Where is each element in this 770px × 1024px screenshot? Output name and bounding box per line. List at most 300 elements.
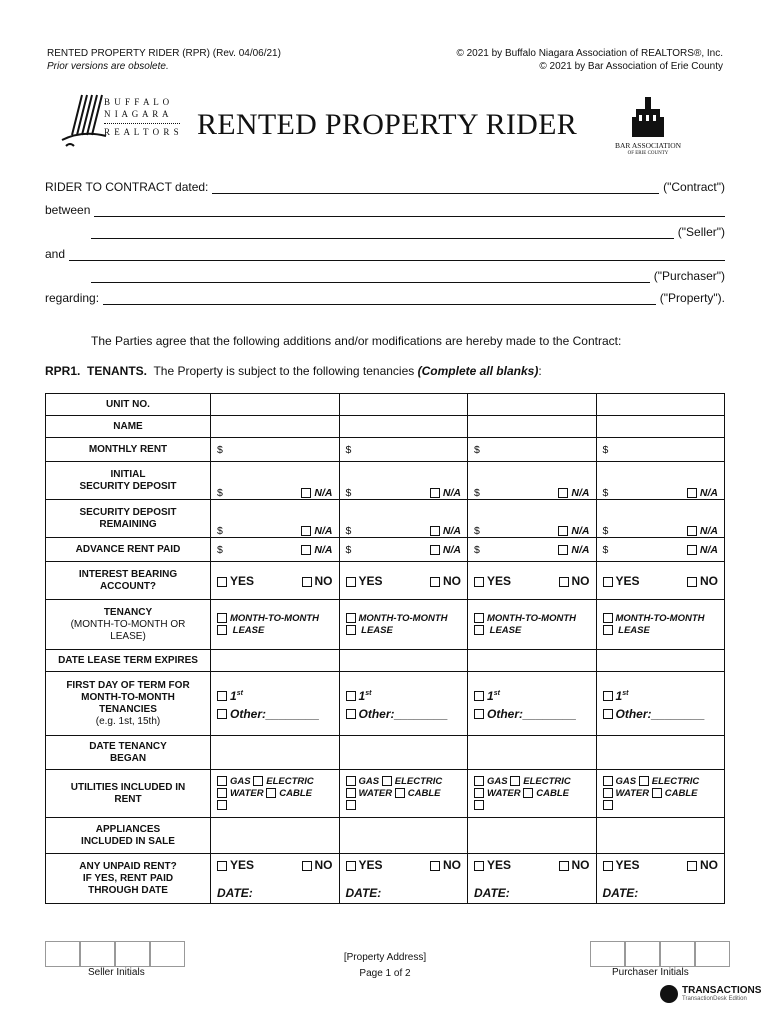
obsolete-note: Prior versions are obsolete. — [47, 61, 169, 72]
page-number: Page 1 of 2 — [359, 968, 411, 979]
na-option[interactable] — [430, 544, 461, 556]
row-label-line: THROUGH DATE — [88, 884, 168, 896]
water-label: WATER — [487, 787, 521, 799]
checkbox[interactable] — [558, 488, 568, 498]
other-option[interactable] — [474, 705, 590, 723]
checkbox[interactable] — [217, 691, 227, 701]
table-row — [46, 600, 725, 650]
na-option[interactable] — [301, 487, 332, 499]
row-label-line: APPLIANCES — [95, 823, 161, 835]
section-rpr1 — [45, 364, 542, 378]
checkbox[interactable] — [430, 488, 440, 498]
first-day-cell — [468, 672, 597, 736]
row-label — [46, 462, 211, 500]
seller-name-field-2[interactable] — [91, 226, 674, 239]
first-sup: st — [236, 689, 243, 697]
amount-na-cell[interactable] — [596, 500, 725, 538]
row-label — [46, 438, 211, 462]
amount-cell[interactable] — [339, 438, 468, 462]
unit-no-cell[interactable] — [211, 394, 340, 416]
first-label: 1 — [230, 688, 237, 703]
first-day-cell — [596, 672, 725, 736]
checkbox[interactable] — [217, 788, 227, 798]
row-label-line: TENANCIES — [99, 703, 157, 715]
checkbox[interactable] — [474, 709, 484, 719]
first-sup: st — [365, 689, 372, 697]
month-to-month-option[interactable] — [603, 613, 719, 625]
checkbox[interactable] — [603, 625, 613, 635]
table-row — [46, 538, 725, 562]
checkbox[interactable] — [603, 613, 613, 623]
lease-expires-cell[interactable] — [468, 650, 597, 672]
checkbox[interactable] — [639, 776, 649, 786]
yes-label: YES — [230, 857, 255, 872]
document-title: RENTED PROPERTY RIDER — [197, 108, 578, 141]
yes-no-cell — [468, 562, 597, 600]
other-option[interactable] — [217, 705, 333, 723]
yes-option[interactable] — [217, 574, 254, 588]
regarding-row — [45, 291, 725, 305]
no-option[interactable] — [302, 858, 333, 872]
yes-label: YES — [487, 857, 512, 872]
no-option[interactable] — [687, 858, 718, 872]
lease-option[interactable] — [474, 625, 590, 637]
water-label: WATER — [615, 787, 650, 799]
checkbox[interactable] — [217, 800, 227, 810]
row-label-line: FIRST DAY OF TERM FOR — [66, 679, 190, 691]
dollar-sign: $ — [345, 443, 352, 456]
name-cell[interactable] — [339, 416, 468, 438]
dollar-sign: $ — [474, 487, 480, 499]
appliances-cell[interactable] — [211, 818, 340, 854]
checkbox[interactable] — [687, 526, 697, 536]
checkbox[interactable] — [430, 577, 440, 587]
utilities-cell — [468, 770, 597, 818]
first-label: 1 — [358, 688, 366, 703]
yes-label: YES — [615, 857, 640, 872]
first-option[interactable] — [346, 685, 462, 705]
utilities-cell — [339, 770, 468, 818]
checkbox[interactable] — [217, 861, 227, 871]
row-label — [46, 416, 211, 438]
month-to-month-label: MONTH-TO-MONTH — [230, 612, 320, 624]
logo-text-buffalo: B U F F A L O — [104, 97, 171, 107]
gas-label: GAS — [487, 775, 508, 787]
row-label — [46, 500, 211, 538]
na-option[interactable] — [687, 525, 718, 537]
other-label: Other:________ — [487, 706, 577, 721]
yes-option[interactable] — [217, 858, 254, 872]
between-row — [45, 203, 725, 217]
row-label-line: (e.g. 1st, 15th) — [95, 715, 161, 727]
footer-center — [0, 950, 770, 982]
checkbox[interactable] — [217, 613, 227, 623]
checkbox[interactable] — [217, 776, 227, 786]
seller-suffix: ("Seller") — [677, 225, 725, 239]
gas-label: GAS — [358, 775, 380, 787]
checkbox[interactable] — [474, 625, 484, 635]
utilities-line-1 — [217, 776, 333, 788]
date-began-cell[interactable] — [211, 736, 340, 770]
checkbox[interactable] — [559, 861, 569, 871]
copyright-header — [456, 47, 723, 73]
checkbox[interactable] — [217, 577, 227, 587]
no-option[interactable] — [687, 574, 718, 588]
no-option[interactable] — [430, 858, 461, 872]
checkbox[interactable] — [474, 788, 484, 798]
row-label — [46, 538, 211, 562]
checkbox[interactable] — [302, 861, 312, 871]
table-row — [46, 500, 725, 538]
table-row — [46, 672, 725, 736]
yes-option[interactable] — [603, 574, 640, 588]
lease-expires-cell[interactable] — [339, 650, 468, 672]
row-label — [46, 672, 211, 736]
checkbox[interactable] — [558, 526, 568, 536]
lease-option[interactable] — [346, 625, 462, 637]
row-label-line: UTILITIES INCLUDED IN — [70, 781, 186, 793]
other-label: Other:________ — [615, 706, 705, 721]
row-label — [46, 770, 211, 818]
purchaser-name-field-1[interactable] — [69, 248, 725, 261]
yes-label: YES — [358, 573, 383, 588]
na-label: N/A — [314, 487, 333, 499]
first-option[interactable] — [217, 685, 333, 705]
utilities-line-1 — [346, 776, 462, 788]
checkbox[interactable] — [301, 545, 311, 555]
table-row — [46, 462, 725, 500]
na-label: N/A — [699, 543, 718, 556]
checkbox[interactable] — [395, 788, 405, 798]
utilities-cell — [211, 770, 340, 818]
checkbox[interactable] — [474, 861, 484, 871]
checkbox[interactable] — [430, 545, 440, 555]
amount-na-cell[interactable] — [596, 462, 725, 500]
row-label — [46, 818, 211, 854]
contract-date-row — [45, 180, 725, 194]
month-to-month-label: MONTH-TO-MONTH — [487, 612, 577, 624]
na-option[interactable] — [558, 487, 589, 499]
yes-option[interactable] — [474, 574, 511, 588]
checkbox[interactable] — [603, 709, 613, 719]
row-label-line: REMAINING — [99, 518, 157, 530]
property-address-placeholder: [Property Address] — [343, 952, 427, 963]
checkbox[interactable] — [302, 577, 312, 587]
electric-label: ELECTRIC — [651, 775, 700, 787]
na-label: N/A — [699, 525, 718, 537]
cable-label: CABLE — [664, 787, 698, 799]
date-label[interactable]: DATE: — [217, 885, 253, 900]
na-label: N/A — [571, 525, 590, 537]
transactions-mark-icon — [660, 985, 678, 1003]
first-sup: st — [493, 689, 500, 697]
first-option[interactable] — [603, 685, 719, 705]
other-option[interactable] — [603, 705, 719, 723]
yes-no-cell — [211, 562, 340, 600]
na-option[interactable] — [301, 544, 332, 556]
property-field[interactable] — [103, 292, 656, 305]
yes-label: YES — [487, 573, 512, 588]
row-label-line: ADVANCE RENT PAID — [75, 543, 181, 555]
unpaid-cell — [468, 854, 597, 904]
checkbox[interactable] — [346, 709, 356, 719]
row-label-line: UNIT NO. — [106, 398, 150, 410]
na-option[interactable] — [430, 487, 461, 499]
regarding-label: regarding: — [45, 291, 100, 305]
utilities-line-2 — [217, 788, 333, 800]
purchaser-row — [91, 269, 725, 283]
date-label[interactable]: DATE: — [345, 885, 382, 900]
electric-label: ELECTRIC — [394, 775, 443, 787]
dollar-sign: $ — [474, 543, 480, 556]
row-label — [46, 394, 211, 416]
checkbox[interactable] — [687, 545, 697, 555]
dollar-sign: $ — [217, 443, 223, 456]
na-option[interactable] — [558, 544, 589, 556]
checkbox[interactable] — [346, 577, 356, 587]
amount-cell[interactable] — [596, 438, 725, 462]
yes-option[interactable] — [474, 858, 511, 872]
no-option[interactable] — [430, 574, 461, 588]
no-label: NO — [571, 857, 590, 872]
checkbox[interactable] — [474, 776, 484, 786]
checkbox[interactable] — [346, 625, 356, 635]
cable-label: CABLE — [407, 787, 441, 799]
checkbox[interactable] — [474, 613, 484, 623]
purchaser-name-field-2[interactable] — [91, 270, 650, 283]
checkbox[interactable] — [603, 577, 613, 587]
name-cell[interactable] — [211, 416, 340, 438]
row-label-line: INTEREST BEARING — [78, 568, 178, 580]
amount-na-cell[interactable] — [211, 500, 340, 538]
unit-no-cell[interactable] — [468, 394, 597, 416]
contract-date-field[interactable] — [212, 181, 659, 194]
dollar-sign: $ — [345, 487, 352, 499]
no-label: NO — [443, 573, 461, 588]
form-id-header — [47, 47, 281, 73]
utilities-line-2 — [474, 788, 590, 800]
yes-option[interactable] — [346, 858, 383, 872]
checkbox[interactable] — [301, 526, 311, 536]
checkbox[interactable] — [474, 577, 484, 587]
month-to-month-option[interactable] — [217, 613, 333, 625]
checkbox[interactable] — [346, 800, 356, 810]
yes-label: YES — [615, 573, 640, 588]
checkbox[interactable] — [687, 861, 697, 871]
amount-cell[interactable] — [211, 438, 340, 462]
no-label: NO — [571, 573, 590, 588]
checkbox[interactable] — [346, 691, 356, 701]
yes-label: YES — [358, 857, 383, 872]
checkbox[interactable] — [301, 488, 311, 498]
appliances-cell[interactable] — [596, 818, 725, 854]
table-row — [46, 818, 725, 854]
table-row — [46, 736, 725, 770]
checkbox[interactable] — [217, 709, 227, 719]
copyright-buffalo: © 2021 by Buffalo Niagara Association of REALTORS®, Inc. — [456, 48, 723, 59]
dollar-sign: $ — [474, 525, 480, 537]
lease-label: LEASE — [232, 624, 265, 636]
yes-no-cell — [339, 562, 468, 600]
logo-text-niagara: N I A G A R A — [104, 109, 170, 119]
name-cell[interactable] — [596, 416, 725, 438]
and-row — [45, 247, 725, 261]
amount-na-cell[interactable] — [468, 462, 597, 500]
checkbox[interactable] — [559, 577, 569, 587]
table-row — [46, 416, 725, 438]
transactions-brand-sub: TransactionDesk Edition — [682, 996, 747, 1002]
gas-label: GAS — [615, 775, 637, 787]
checkbox[interactable] — [603, 800, 613, 810]
utilities-line-2 — [603, 788, 719, 800]
amount-na-cell[interactable] — [339, 538, 468, 562]
checkbox[interactable] — [430, 861, 440, 871]
yes-label: YES — [230, 573, 255, 588]
row-label — [46, 650, 211, 672]
dollar-sign: $ — [217, 487, 223, 499]
other-option[interactable] — [346, 705, 462, 723]
checkbox[interactable] — [346, 788, 356, 798]
na-label: N/A — [314, 525, 333, 537]
other-label: Other:________ — [358, 706, 448, 721]
utilities-line-1 — [474, 776, 590, 788]
unit-no-cell[interactable] — [339, 394, 468, 416]
checkbox[interactable] — [474, 800, 484, 810]
yes-option[interactable] — [346, 574, 383, 588]
row-label-line: IF YES, RENT PAID — [82, 872, 174, 884]
month-to-month-option[interactable] — [474, 613, 590, 625]
checkbox[interactable] — [687, 488, 697, 498]
row-label — [46, 600, 211, 650]
utilities-line-1 — [603, 776, 719, 788]
checkbox[interactable] — [558, 545, 568, 555]
amount-na-cell[interactable] — [468, 538, 597, 562]
water-label: WATER — [230, 787, 264, 799]
buffalo-niagara-realtors-logo — [58, 90, 188, 150]
month-to-month-option[interactable] — [346, 613, 462, 625]
checkbox[interactable] — [382, 776, 392, 786]
na-option[interactable] — [430, 525, 461, 537]
appliances-cell[interactable] — [468, 818, 597, 854]
no-label: NO — [700, 573, 718, 588]
row-label — [46, 854, 211, 904]
no-option[interactable] — [559, 574, 590, 588]
checkbox[interactable] — [346, 776, 356, 786]
checkbox[interactable] — [474, 691, 484, 701]
amount-na-cell[interactable] — [468, 500, 597, 538]
and-label: and — [45, 247, 66, 261]
lease-label: LEASE — [618, 624, 650, 636]
checkbox[interactable] — [603, 861, 613, 871]
no-option[interactable] — [559, 858, 590, 872]
month-to-month-label: MONTH-TO-MONTH — [358, 612, 448, 624]
checkbox[interactable] — [603, 788, 613, 798]
checkbox[interactable] — [217, 625, 227, 635]
date-label[interactable]: DATE: — [602, 885, 639, 900]
lease-option[interactable] — [603, 625, 719, 637]
utilities-line-3 — [474, 800, 590, 812]
tenancy-cell — [339, 600, 468, 650]
checkbox[interactable] — [603, 776, 613, 786]
dollar-sign: $ — [602, 443, 609, 456]
checkbox[interactable] — [603, 691, 613, 701]
date-began-cell[interactable] — [339, 736, 468, 770]
row-label-line: TENANCY — [103, 606, 153, 618]
na-option[interactable] — [301, 525, 332, 537]
checkbox[interactable] — [510, 776, 520, 786]
utilities-line-3 — [217, 800, 333, 812]
appliances-cell[interactable] — [339, 818, 468, 854]
checkbox[interactable] — [266, 788, 276, 798]
other-label: Other:________ — [230, 706, 320, 721]
row-label-line: DATE LEASE TERM EXPIRES — [58, 654, 198, 666]
checkbox[interactable] — [346, 613, 356, 623]
amount-na-cell[interactable] — [211, 538, 340, 562]
purchaser-suffix: ("Purchaser") — [653, 269, 725, 283]
na-option[interactable] — [687, 544, 718, 556]
no-option[interactable] — [302, 574, 333, 588]
electric-label: ELECTRIC — [523, 775, 571, 787]
amount-na-cell[interactable] — [596, 538, 725, 562]
na-option[interactable] — [687, 487, 718, 499]
row-label-line: SECURITY DEPOSIT — [79, 506, 177, 518]
seller-name-field-1[interactable] — [94, 204, 725, 217]
lease-expires-cell[interactable] — [596, 650, 725, 672]
na-label: N/A — [699, 487, 718, 499]
agreement-intro: The Parties agree that the following additions and/or modifications are hereby made to the Contract: — [91, 334, 622, 348]
amount-na-cell[interactable] — [339, 500, 468, 538]
row-label-line: ACCOUNT? — [99, 580, 157, 592]
date-label[interactable]: DATE: — [474, 885, 510, 900]
yes-option[interactable] — [603, 858, 640, 872]
water-label: WATER — [358, 787, 393, 799]
amount-cell[interactable] — [468, 438, 597, 462]
checkbox[interactable] — [346, 861, 356, 871]
checkbox[interactable] — [430, 526, 440, 536]
amount-na-cell[interactable] — [339, 462, 468, 500]
na-option[interactable] — [558, 525, 589, 537]
date-began-cell[interactable] — [468, 736, 597, 770]
first-option[interactable] — [474, 685, 590, 705]
na-label: N/A — [571, 543, 590, 556]
amount-na-cell[interactable] — [211, 462, 340, 500]
checkbox[interactable] — [687, 577, 697, 587]
tenancy-cell — [211, 600, 340, 650]
seller-initials-label: Seller Initials — [88, 967, 145, 978]
row-label-line: ANY UNPAID RENT? — [79, 860, 177, 872]
unpaid-cell — [596, 854, 725, 904]
checkbox[interactable] — [652, 788, 662, 798]
unit-no-cell[interactable] — [596, 394, 725, 416]
row-label — [46, 562, 211, 600]
lease-option[interactable] — [217, 625, 333, 637]
row-label-line: SECURITY DEPOSIT — [79, 480, 177, 492]
row-label-line: NAME — [113, 420, 143, 432]
yes-no-cell — [596, 562, 725, 600]
na-label: N/A — [442, 525, 461, 537]
first-label: 1 — [487, 688, 494, 703]
lease-expires-cell[interactable] — [211, 650, 340, 672]
checkbox[interactable] — [253, 776, 263, 786]
row-label-line: INITIAL — [110, 468, 146, 480]
name-cell[interactable] — [468, 416, 597, 438]
section-emphasis: (Complete all blanks) — [417, 364, 539, 378]
logo-text-realtors: R E A L T O R S — [104, 127, 180, 137]
row-label-line: (MONTH-TO-MONTH OR — [70, 618, 186, 630]
date-began-cell[interactable] — [596, 736, 725, 770]
checkbox[interactable] — [523, 788, 533, 798]
na-label: N/A — [442, 543, 461, 556]
